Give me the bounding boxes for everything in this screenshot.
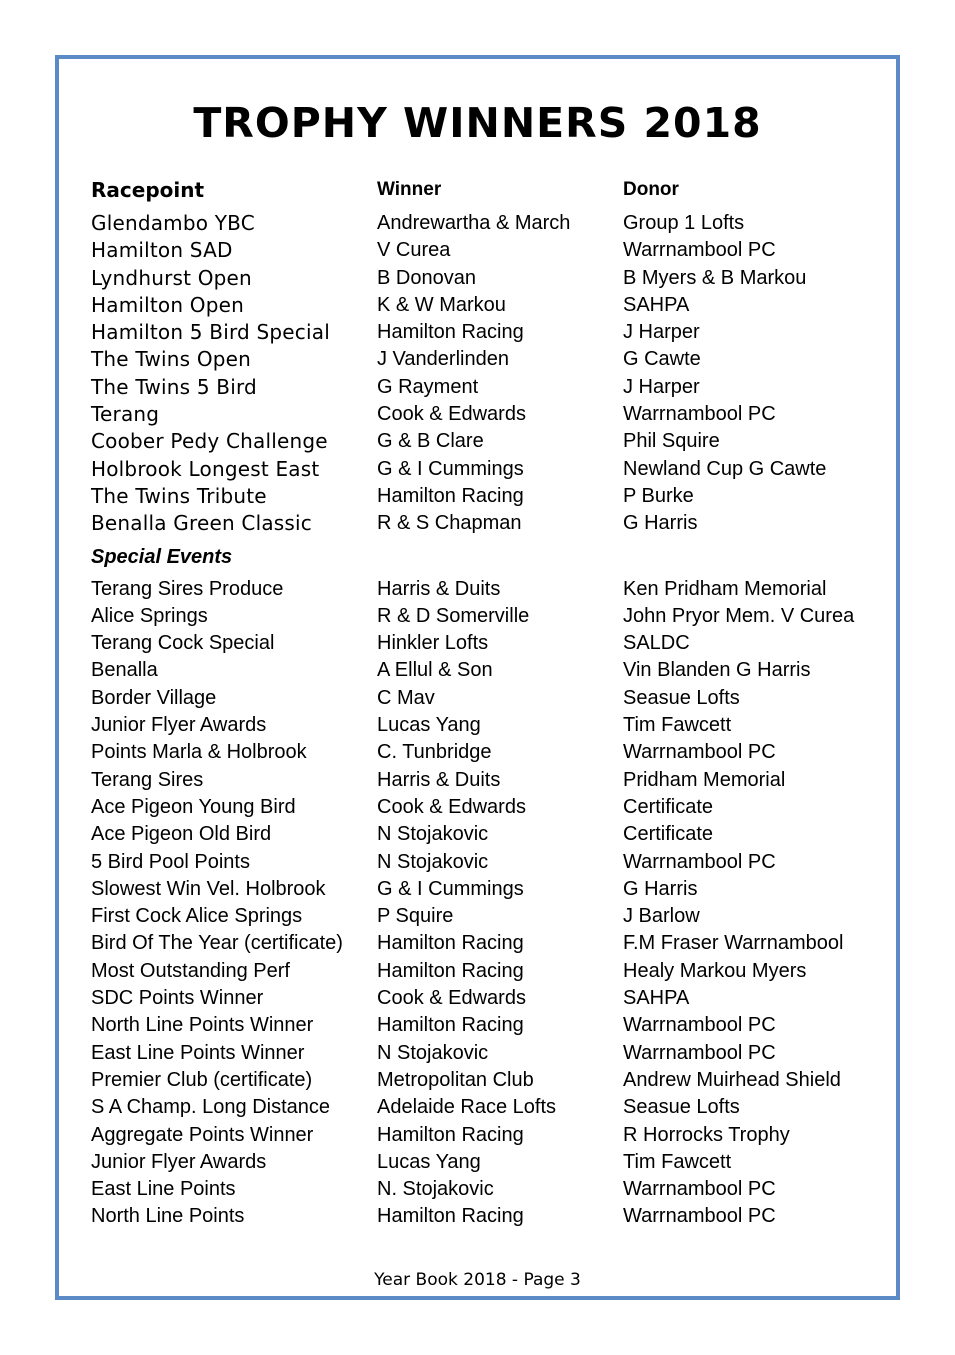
cell-racepoint: Terang Sires Produce <box>91 577 284 600</box>
cell-donor: Warrnambool PC <box>623 1041 776 1064</box>
cell-donor: J Barlow <box>623 905 700 928</box>
cell-racepoint: Coober Pedy Challenge <box>91 429 328 454</box>
table-header <box>91 175 891 205</box>
cell-donor: J Harper <box>623 375 700 398</box>
cell-racepoint: Points Marla & Holbrook <box>91 741 307 764</box>
cell-racepoint: Terang <box>91 402 160 427</box>
cell-winner: Andrewartha & March <box>377 212 571 234</box>
table-row <box>91 958 891 985</box>
table-row <box>91 1012 891 1039</box>
cell-racepoint: Aggregate Points Winner <box>91 1123 314 1146</box>
cell-racepoint: Hamilton SAD <box>91 238 233 263</box>
cell-donor: Warrnambool PC <box>623 850 776 873</box>
cell-racepoint: Junior Flyer Awards <box>91 1150 267 1173</box>
cell-racepoint: Premier Club (certificate) <box>91 1068 313 1091</box>
cell-winner: N Stojakovic <box>377 850 489 873</box>
table-row <box>91 576 891 603</box>
cell-winner: V Curea <box>377 239 451 262</box>
cell-racepoint: First Cock Alice Springs <box>91 905 303 928</box>
cell-donor: SALDC <box>623 632 690 655</box>
table-row <box>91 1149 891 1176</box>
cell-donor: Certificate <box>623 823 714 846</box>
table-row <box>91 1067 891 1094</box>
cell-donor: B Myers & B Markou <box>623 266 807 289</box>
table-row <box>91 739 891 766</box>
cell-racepoint: Terang Sires <box>91 768 204 791</box>
cell-winner: Cook & Edwards <box>377 403 526 426</box>
cell-donor: G Harris <box>623 877 698 900</box>
table-row <box>91 657 891 684</box>
cell-winner: K & W Markou <box>377 293 506 316</box>
cell-racepoint: Ace Pigeon Old Bird <box>91 823 272 846</box>
cell-racepoint: Benalla <box>91 659 158 682</box>
cell-winner: Hinkler Lofts <box>377 632 489 655</box>
cell-donor: Vin Blanden G Harris <box>623 659 811 682</box>
table-row <box>91 767 891 794</box>
table-row <box>91 1203 891 1230</box>
table-row <box>91 346 891 373</box>
table-row <box>91 483 891 510</box>
cell-racepoint: Bird Of The Year (certificate) <box>91 932 343 955</box>
cell-winner: Metropolitan Club <box>377 1068 534 1091</box>
cell-donor: SAHPA <box>623 987 690 1010</box>
cell-racepoint: The Twins Open <box>91 347 252 372</box>
cell-winner: B Donovan <box>377 266 476 289</box>
table-row <box>91 630 891 657</box>
table-row <box>91 603 891 630</box>
cell-winner: G & B Clare <box>377 430 484 453</box>
header-winner: Winner <box>377 179 442 200</box>
cell-winner: Harris & Duits <box>377 577 501 600</box>
cell-winner: Cook & Edwards <box>377 987 526 1010</box>
cell-donor: Warrnambool PC <box>623 1205 776 1228</box>
cell-donor: Ken Pridham Memorial <box>623 577 827 600</box>
cell-racepoint: Lyndhurst Open <box>91 265 252 290</box>
cell-donor: Tim Fawcett <box>623 1150 732 1173</box>
table-row <box>91 903 891 930</box>
cell-winner: Lucas Yang <box>377 714 481 737</box>
cell-donor: G Harris <box>623 512 698 535</box>
cell-winner: Hamilton Racing <box>377 1123 524 1146</box>
cell-racepoint: Alice Springs <box>91 604 208 627</box>
table-row <box>91 849 891 876</box>
cell-winner: G Rayment <box>377 375 479 398</box>
cell-racepoint: North Line Points Winner <box>91 1014 314 1037</box>
cell-racepoint: Terang Cock Special <box>91 632 275 655</box>
table-row <box>91 930 891 957</box>
table-row <box>91 210 891 237</box>
page-title: TROPHY WINNERS 2018 <box>193 99 762 147</box>
cell-winner: Hamilton Racing <box>377 321 524 344</box>
cell-winner: A Ellul & Son <box>377 659 493 682</box>
table-row <box>91 401 891 428</box>
table-row <box>91 456 891 483</box>
table-row <box>91 510 891 537</box>
table-row <box>91 821 891 848</box>
cell-winner: N Stojakovic <box>377 823 489 846</box>
cell-racepoint: Slowest Win Vel. Holbrook <box>91 877 326 900</box>
cell-racepoint: Border Village <box>91 686 217 709</box>
table-row <box>91 876 891 903</box>
cell-winner: R & S Chapman <box>377 512 522 535</box>
table-row <box>91 1176 891 1203</box>
cell-winner: C. Tunbridge <box>377 741 492 764</box>
cell-racepoint: S A Champ. Long Distance <box>91 1096 331 1119</box>
cell-donor: R Horrocks Trophy <box>623 1123 790 1146</box>
cell-racepoint: Glendambo YBC <box>91 211 255 235</box>
cell-donor: John Pryor Mem. V Curea <box>623 604 855 627</box>
cell-donor: Tim Fawcett <box>623 714 732 737</box>
cell-winner: P Squire <box>377 905 454 928</box>
header-racepoint: Racepoint <box>91 178 205 202</box>
cell-winner: R & D Somerville <box>377 604 530 627</box>
cell-racepoint: Junior Flyer Awards <box>91 714 267 737</box>
cell-donor: Warrnambool PC <box>623 1014 776 1037</box>
cell-donor: Newland Cup G Cawte <box>623 457 827 480</box>
cell-donor: SAHPA <box>623 293 690 316</box>
table-row <box>91 1094 891 1121</box>
cell-winner: Harris & Duits <box>377 768 501 791</box>
cell-winner: Hamilton Racing <box>377 1014 524 1037</box>
cell-donor: Group 1 Lofts <box>623 212 745 234</box>
cell-racepoint: Ace Pigeon Young Bird <box>91 795 296 818</box>
trophy-table <box>91 175 891 1231</box>
cell-racepoint: East Line Points <box>91 1178 236 1201</box>
cell-winner: Hamilton Racing <box>377 484 524 507</box>
cell-winner: J Vanderlinden <box>377 348 509 371</box>
cell-racepoint: SDC Points Winner <box>91 987 264 1010</box>
table-row <box>91 319 891 346</box>
cell-racepoint: Most Outstanding Perf <box>91 959 290 982</box>
cell-winner: Adelaide Race Lofts <box>377 1096 557 1119</box>
cell-winner: C Mav <box>377 686 435 709</box>
table-row <box>91 685 891 712</box>
cell-donor: Warrnambool PC <box>623 403 776 426</box>
table-row <box>91 374 891 401</box>
cell-donor: Certificate <box>623 795 714 818</box>
cell-donor: Phil Squire <box>623 430 720 453</box>
cell-donor: Seasue Lofts <box>623 1096 740 1119</box>
cell-donor: Pridham Memorial <box>623 768 786 791</box>
cell-racepoint: 5 Bird Pool Points <box>91 850 250 873</box>
cell-donor: P Burke <box>623 484 694 507</box>
table-row <box>91 1040 891 1067</box>
cell-donor: Healy Markou Myers <box>623 959 807 982</box>
cell-winner: N. Stojakovic <box>377 1178 494 1201</box>
main-rows <box>91 210 891 538</box>
table-row <box>91 712 891 739</box>
cell-donor: F.M Fraser Warrnambool <box>623 932 844 955</box>
cell-racepoint: The Twins 5 Bird <box>91 374 257 399</box>
table-row <box>91 985 891 1012</box>
cell-donor: J Harper <box>623 321 700 344</box>
special-events-heading: Special Events <box>91 545 233 568</box>
cell-donor: Warrnambool PC <box>623 239 776 262</box>
cell-winner: Hamilton Racing <box>377 959 524 982</box>
cell-racepoint: Hamilton Open <box>91 292 245 317</box>
cell-racepoint: Holbrook Longest East <box>91 456 320 481</box>
cell-donor: Warrnambool PC <box>623 1178 776 1201</box>
cell-racepoint: East Line Points Winner <box>91 1041 305 1064</box>
cell-donor: G Cawte <box>623 348 701 371</box>
cell-racepoint: Hamilton 5 Bird Special <box>91 320 330 345</box>
page-footer: Year Book 2018 - Page 3 <box>374 1270 581 1290</box>
table-row <box>91 292 891 319</box>
cell-winner: N Stojakovic <box>377 1041 489 1064</box>
cell-winner: Hamilton Racing <box>377 1205 524 1228</box>
table-row <box>91 794 891 821</box>
cell-racepoint: North Line Points <box>91 1205 245 1228</box>
cell-racepoint: Benalla Green Classic <box>91 511 312 536</box>
special-event-rows <box>91 576 891 1231</box>
table-row <box>91 237 891 264</box>
table-row <box>91 1122 891 1149</box>
cell-donor: Seasue Lofts <box>623 686 740 709</box>
cell-winner: Lucas Yang <box>377 1150 481 1173</box>
table-row <box>91 428 891 455</box>
cell-racepoint: The Twins Tribute <box>91 483 267 508</box>
cell-winner: Hamilton Racing <box>377 932 524 955</box>
table-row <box>91 265 891 292</box>
cell-donor: Andrew Muirhead Shield <box>623 1068 841 1091</box>
cell-winner: G & I Cummings <box>377 457 524 480</box>
cell-donor: Warrnambool PC <box>623 741 776 764</box>
cell-winner: G & I Cummings <box>377 877 524 900</box>
cell-winner: Cook & Edwards <box>377 795 526 818</box>
header-donor: Donor <box>623 179 679 200</box>
